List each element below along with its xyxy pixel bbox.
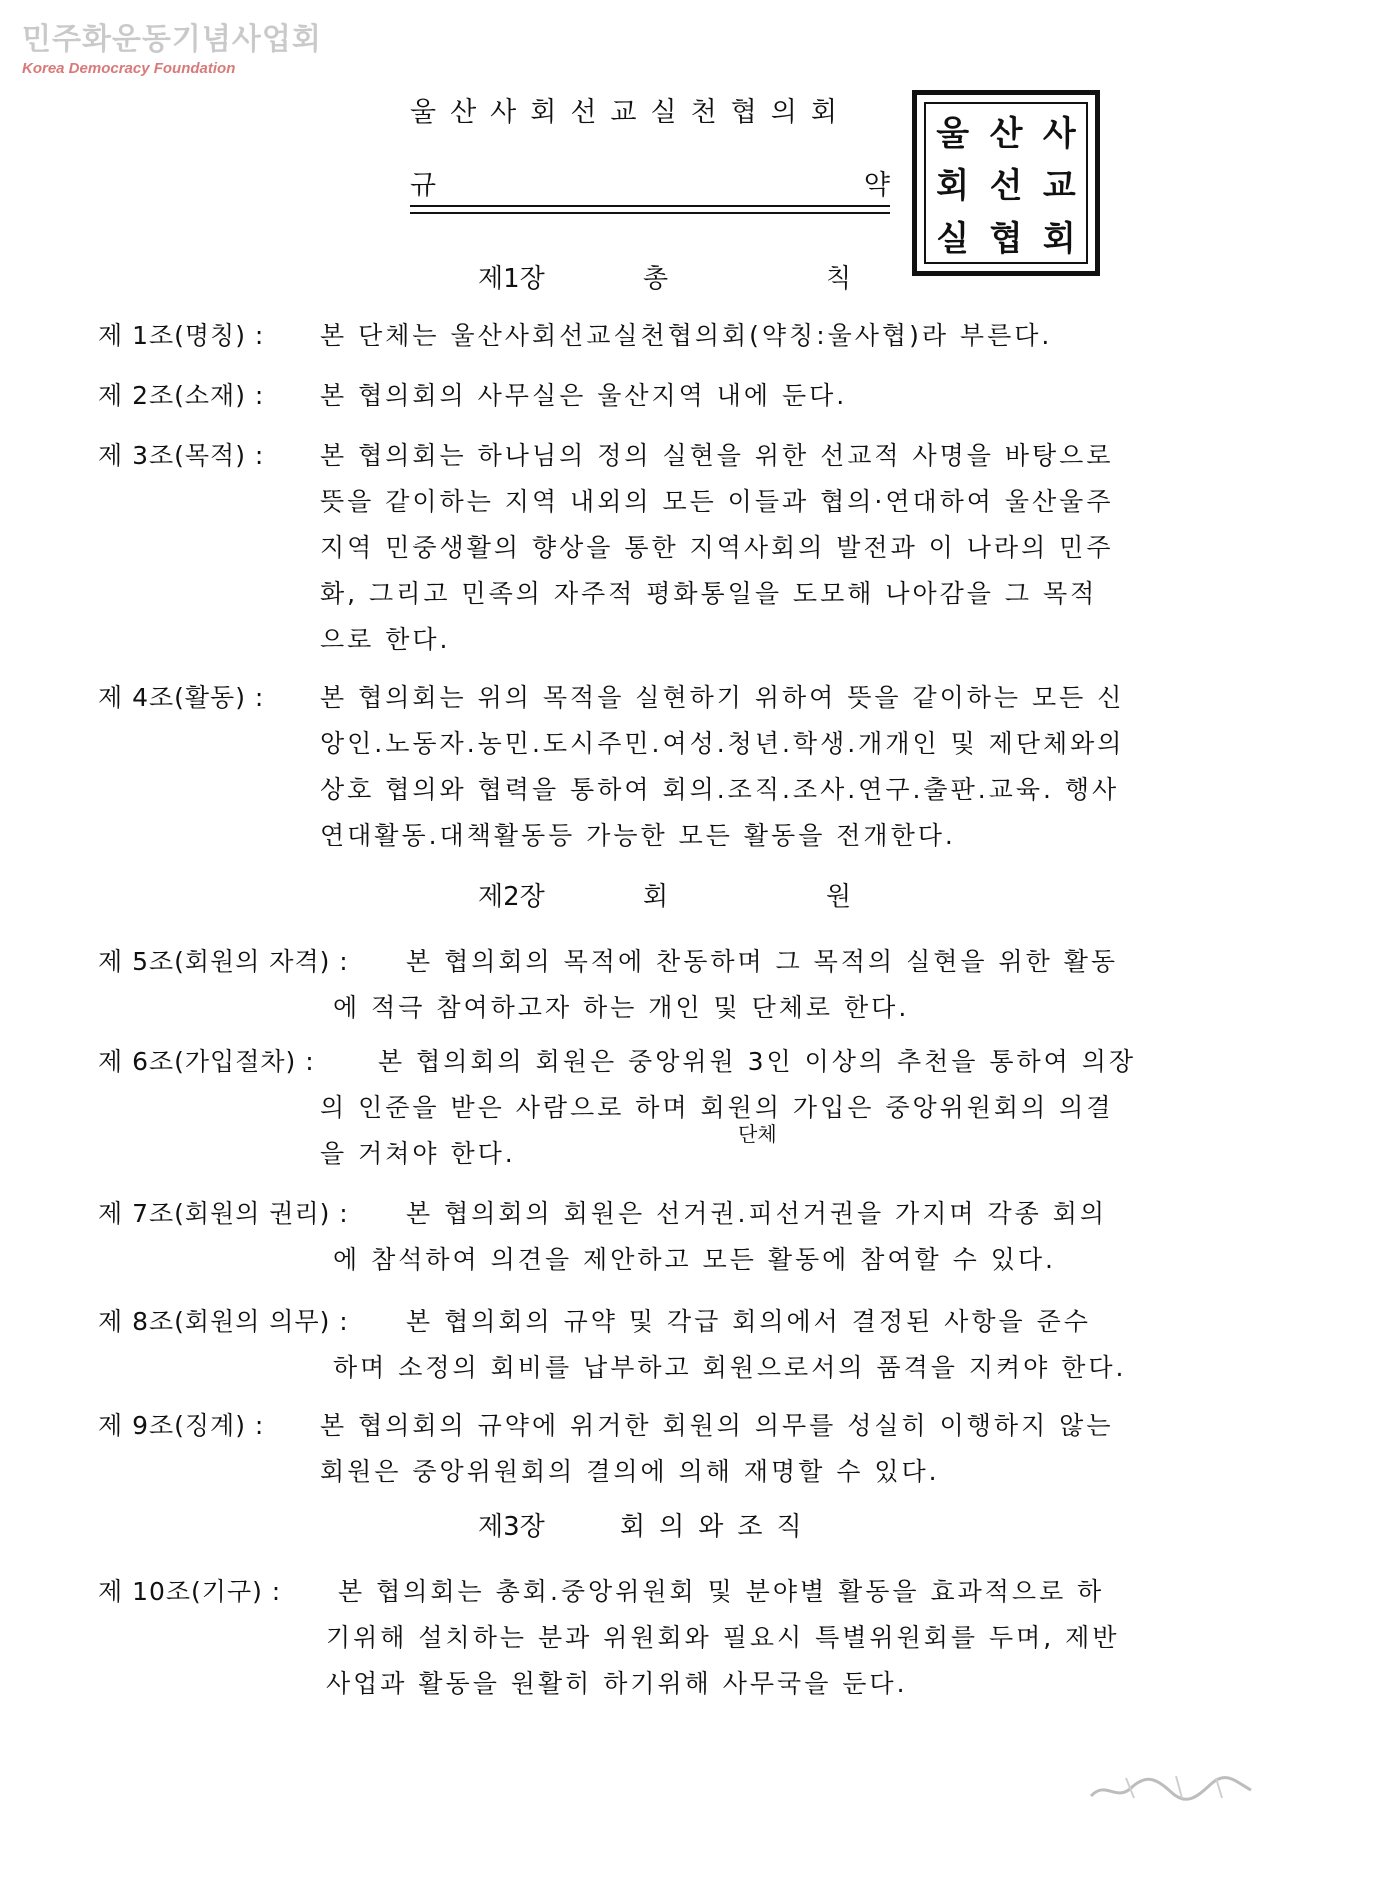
article-label: 제 5조(회원의 자격) : — [98, 947, 349, 976]
article-line: 연대활동.대책활동등 가능한 모든 활동을 전개한다. — [320, 821, 956, 850]
subtitle-left: 규 — [410, 170, 437, 201]
article-line: 본 협의회의 규약 및 각급 회의에서 결정된 사항을 준수 — [406, 1307, 1091, 1336]
article-line: 사업과 활동을 원활히 하기위해 사무국을 둔다. — [326, 1669, 908, 1698]
article-line: 본 단체는 울산사회선교실천협의회(약칭:울사협)라 부른다. — [320, 321, 1053, 350]
article-label: 제 1조(명칭) : — [98, 321, 265, 350]
article-line: 하며 소정의 회비를 납부하고 회원으로서의 품격을 지켜야 한다. — [333, 1353, 1127, 1382]
article-label: 제 3조(목적) : — [98, 441, 265, 470]
chapter-word: 총 — [643, 264, 669, 294]
article-line: 으로 한다. — [320, 625, 451, 654]
article-line: 상호 협의와 협력을 통하여 회의.조직.조사.연구.출판.교육. 행사 — [320, 775, 1120, 804]
seal-glyph: 선 — [989, 166, 1023, 207]
article-line: 본 협의회의 회원은 중앙위원 3인 이상의 추천을 통하여 의장 — [378, 1047, 1137, 1076]
article-label: 제 10조(기구) : — [98, 1577, 282, 1606]
seal-glyph: 사 — [1042, 113, 1076, 154]
official-seal — [912, 90, 1100, 276]
article-line: 본 협의회의 사무실은 울산지역 내에 둔다. — [320, 381, 848, 410]
article-label: 제 4조(활동) : — [98, 683, 265, 712]
watermark-korean: 민주화운동기념사업회 — [22, 22, 322, 57]
article-line: 본 협의회의 목적에 찬동하며 그 목적의 실현을 위한 활동 — [406, 947, 1119, 976]
article-line: 에 적극 참여하고자 하는 개인 및 단체로 한다. — [333, 993, 910, 1022]
scan-smudge — [1086, 1768, 1256, 1808]
watermark-english: Korea Democracy Foundation — [22, 60, 236, 77]
seal-inner — [924, 102, 1088, 264]
article-line: 회원은 중앙위원회의 결의에 의해 재명할 수 있다. — [320, 1457, 940, 1486]
article-line: 본 협의회는 위의 목적을 실현하기 위하여 뜻을 같이하는 모든 신 — [320, 683, 1125, 712]
seal-glyph: 산 — [989, 113, 1023, 154]
article-label: 제 7조(회원의 권리) : — [98, 1199, 349, 1228]
article-line: 의 인준을 받은 사람으로 하며 회원의 가입은 중앙위원회의 의결 — [320, 1093, 1114, 1122]
seal-glyph: 협 — [989, 219, 1023, 260]
article-line: 본 협의회의 회원은 선거권.피선거권을 가지며 각종 회의 — [406, 1199, 1108, 1228]
chapter-word: 원 — [826, 882, 852, 912]
seal-glyph: 실 — [936, 219, 970, 260]
seal-glyph: 회 — [936, 166, 970, 207]
seal-glyph: 울 — [936, 113, 970, 154]
article-line: 본 협의회의 규약에 위거한 회원의 의무를 성실히 이행하지 않는 — [320, 1411, 1114, 1440]
article-line: 지역 민중생활의 향상을 통한 지역사회의 발전과 이 나라의 민주 — [320, 533, 1114, 562]
title-rule-top — [410, 205, 890, 207]
article-line: 앙인.노동자.농민.도시주민.여성.청년.학생.개개인 및 제단체와의 — [320, 729, 1125, 758]
article-line: 기위해 설치하는 분과 위원회와 필요시 특별위원회를 두며, 제반 — [326, 1623, 1120, 1652]
article-line: 본 협의회는 총회.중앙위원회 및 분야별 활동을 효과적으로 하 — [338, 1577, 1105, 1606]
subtitle-right: 약 — [863, 170, 890, 201]
watermark — [22, 22, 322, 77]
chapter-number: 제3장 — [478, 1512, 545, 1542]
chapter-word: 회의와조직 — [620, 1512, 816, 1542]
title-rule-bottom — [410, 212, 890, 214]
chapter-word: 회 — [643, 882, 669, 912]
document-title: 울산사회선교실천협의회 — [410, 97, 851, 128]
article-label: 제 9조(징계) : — [98, 1411, 265, 1440]
handwritten-insertion: 단체 — [738, 1122, 777, 1146]
article-label: 제 8조(회원의 의무) : — [98, 1307, 349, 1336]
document-subtitle — [410, 163, 890, 203]
article-line: 뜻을 같이하는 지역 내외의 모든 이들과 협의·연대하여 울산울주 — [320, 487, 1114, 516]
chapter-number: 제1장 — [478, 264, 545, 294]
article-line: 에 참석하여 의견을 제안하고 모든 활동에 참여할 수 있다. — [333, 1245, 1056, 1274]
article-line: 화, 그리고 민족의 자주적 평화통일을 도모해 나아감을 그 목적 — [320, 579, 1098, 608]
chapter-number: 제2장 — [478, 882, 545, 912]
seal-glyph: 회 — [1042, 219, 1076, 260]
article-line: 을 거쳐야 한다. — [320, 1139, 516, 1168]
article-label: 제 6조(가입절차) : — [98, 1047, 315, 1076]
article-line: 본 협의회는 하나님의 정의 실현을 위한 선교적 사명을 바탕으로 — [320, 441, 1114, 470]
article-label: 제 2조(소재) : — [98, 381, 265, 410]
seal-glyph: 교 — [1042, 166, 1076, 207]
chapter-word: 칙 — [826, 264, 852, 294]
